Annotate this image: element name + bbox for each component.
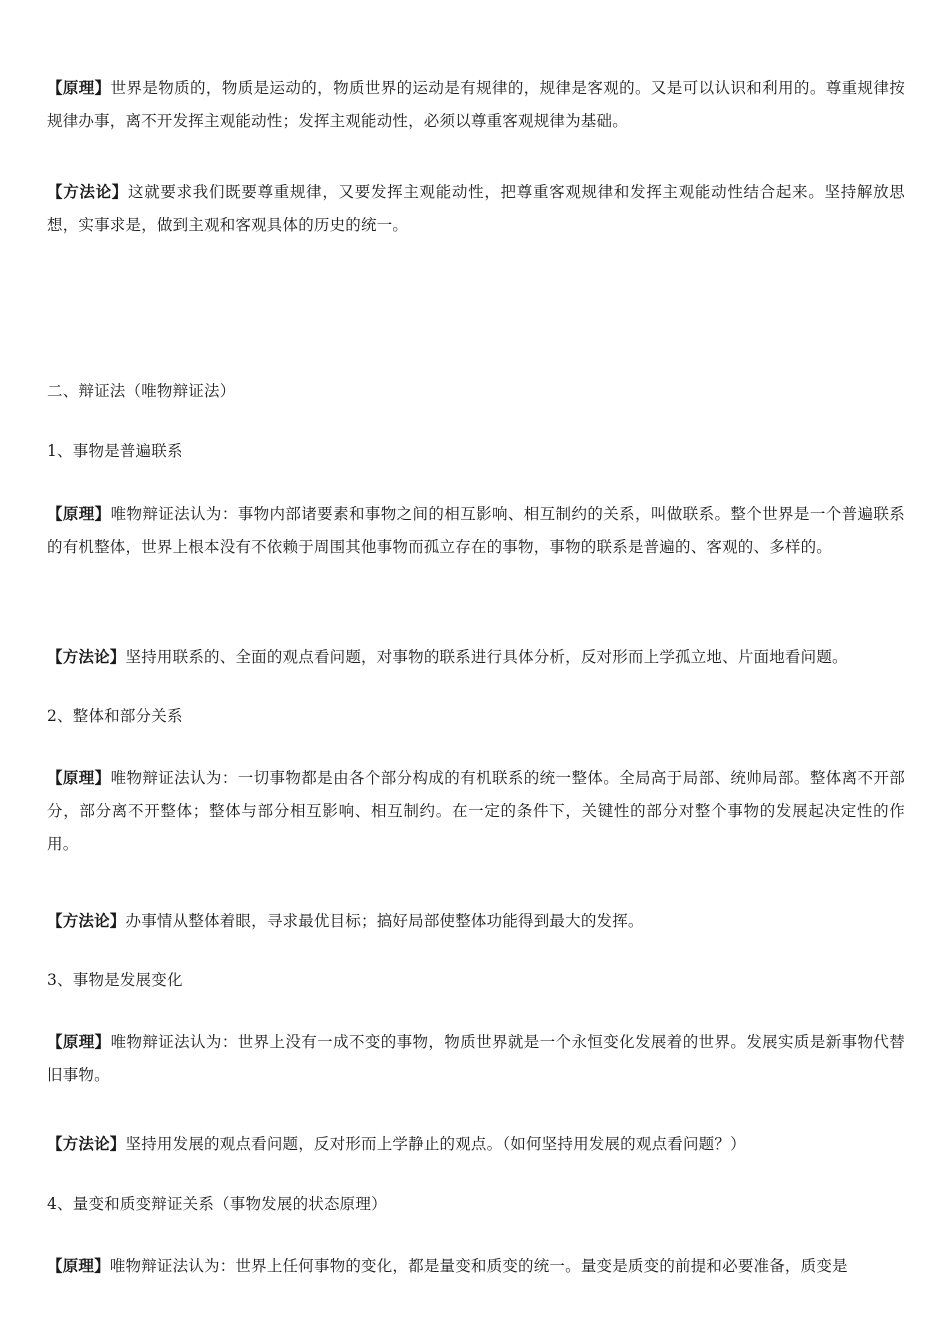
paragraph-text: 坚持用发展的观点看问题，反对形而上学静止的观点。（如何坚持用发展的观点看问题？） xyxy=(125,1135,746,1153)
section-heading-dialectics: 二、辩证法（唯物辩证法） xyxy=(47,382,236,400)
paragraph-principle-1 xyxy=(47,71,905,138)
paragraph-methodology-3 xyxy=(47,904,905,938)
methodology-tag: 【方法论】 xyxy=(47,647,126,666)
methodology-tag: 【方法论】 xyxy=(47,1134,126,1153)
paragraph-principle-4 xyxy=(47,1025,905,1092)
paragraph-methodology-4 xyxy=(47,1127,905,1161)
principle-tag: 【原理】 xyxy=(47,78,111,97)
paragraph-text: 唯物辩证法认为：事物内部诸要素和事物之间的相互影响、相互制约的关系，叫做联系。整个世界是一个普遍联系的有机整体，世界上根本没有不依赖于周围其他事物而孤立存在的事物，事物的联系是普遍的、客观的、多样的。 xyxy=(47,505,905,556)
paragraph-principle-2 xyxy=(47,497,905,564)
paragraph-text: 办事情从整体着眼，寻求最优目标；搞好局部使整体功能得到最大的发挥。 xyxy=(125,912,644,930)
principle-tag: 【原理】 xyxy=(47,768,111,787)
paragraph-principle-3 xyxy=(47,761,905,861)
methodology-tag: 【方法论】 xyxy=(47,182,128,201)
subsection-heading-3: 3、事物是发展变化 xyxy=(47,971,183,989)
paragraph-principle-5 xyxy=(47,1249,905,1283)
principle-tag: 【原理】 xyxy=(47,1256,110,1275)
subsection-heading-1: 1、事物是普遍联系 xyxy=(47,442,183,460)
paragraph-text: 坚持用联系的、全面的观点看问题，对事物的联系进行具体分析，反对形而上学孤立地、片面地看问题。 xyxy=(125,648,848,666)
paragraph-text: 唯物辩证法认为：世界上没有一成不变的事物，物质世界就是一个永恒变化发展着的世界。发展实质是新事物代替旧事物。 xyxy=(47,1033,905,1084)
principle-tag: 【原理】 xyxy=(47,504,111,523)
paragraph-text: 唯物辩证法认为：世界上任何事物的变化，都是量变和质变的统一。量变是质变的前提和必要准备，质变是 xyxy=(109,1257,848,1275)
principle-tag: 【原理】 xyxy=(47,1032,111,1051)
paragraph-methodology-2 xyxy=(47,640,905,674)
paragraph-methodology-1 xyxy=(47,175,905,242)
subsection-heading-4: 4、量变和质变辩证关系（事物发展的状态原理） xyxy=(47,1195,387,1213)
paragraph-text: 这就要求我们既要尊重规律，又要发挥主观能动性，把尊重客观规律和发挥主观能动性结合起来。坚持解放思想，实事求是，做到主观和客观具体的历史的统一。 xyxy=(47,183,905,234)
methodology-tag: 【方法论】 xyxy=(47,911,126,930)
paragraph-text: 世界是物质的，物质是运动的，物质世界的运动是有规律的，规律是客观的。又是可以认识和利用的。尊重规律按规律办事，离不开发挥主观能动性；发挥主观能动性，必须以尊重客观规律为基础。 xyxy=(47,79,905,130)
paragraph-text: 唯物辩证法认为：一切事物都是由各个部分构成的有机联系的统一整体。全局高于局部、统帅局部。整体离不开部分，部分离不开整体；整体与部分相互影响、相互制约。在一定的条件下，关键性的部分对整个事物的发展起决定性的作用。 xyxy=(47,769,905,853)
subsection-heading-2: 2、整体和部分关系 xyxy=(47,707,183,725)
